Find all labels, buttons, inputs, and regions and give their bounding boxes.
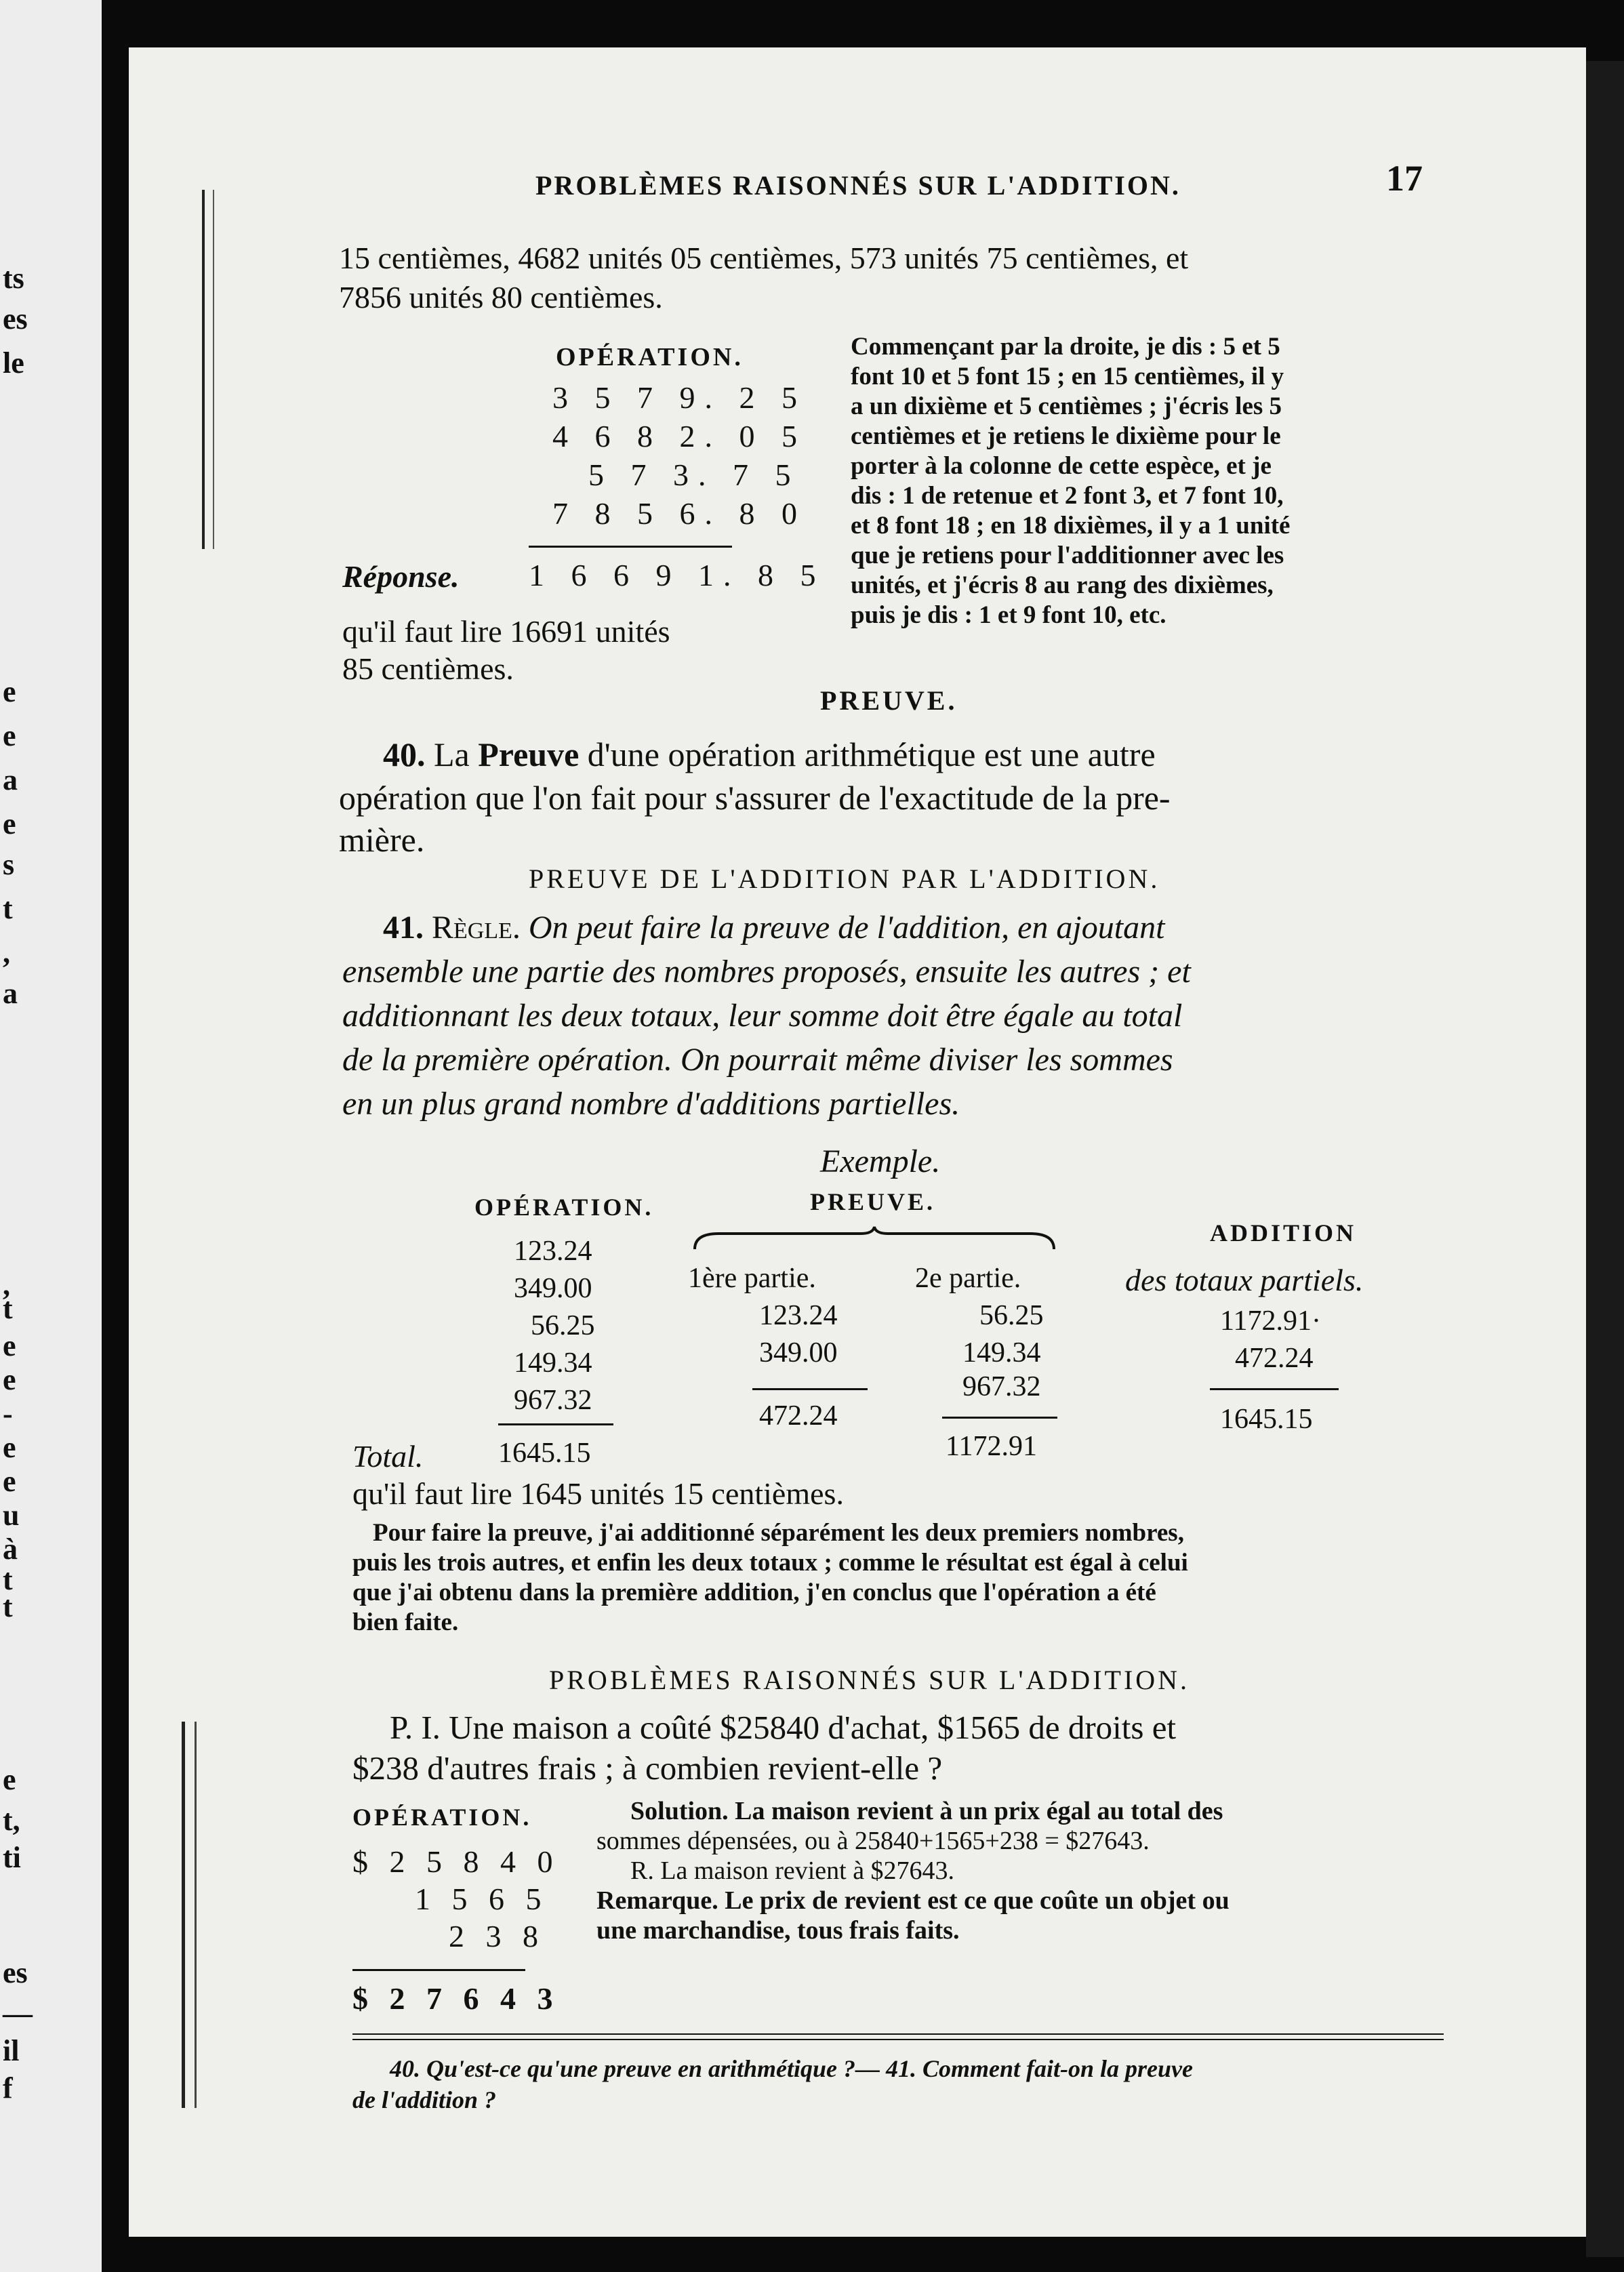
edge-text: e [3,1431,16,1464]
op-value: 1 5 6 5 [415,1882,548,1916]
addition-value: 472.24 [1235,1343,1314,1374]
rule-label: Règle. [432,910,521,946]
note-line: bien faite. [352,1608,459,1636]
addition-total: 1645.15 [1220,1404,1313,1435]
op-total: $ 2 7 6 4 3 [352,1981,560,2016]
op-value: 349.00 [514,1273,592,1304]
edge-text: a [3,763,18,796]
paragraph-40 [383,734,1156,775]
paragraph-text: d'une opération arithmétique est une autre [587,735,1156,773]
explanation-line: font 10 et 5 font 15 ; en 15 centièmes, il y [851,363,1284,390]
sum-rule [529,546,732,548]
edge-text: ts [3,262,24,295]
problem-text: $238 d'autres frais ; à combien revient-elle ? [352,1749,943,1787]
edge-text: — [3,1997,33,2030]
paragraph-text: en un plus grand nombre d'additions partielles. [342,1086,960,1122]
solution-line: sommes dépensées, ou à 25840+1565+238 = $27643. [596,1827,1150,1855]
sum-rule [942,1417,1057,1419]
part-label: 1ère partie. [688,1263,816,1294]
paragraph-text: opération que l'on fait pour s'assurer de l'exactitude de la pre- [339,779,1171,817]
page-number: 17 [1386,158,1423,199]
footnote-rule [352,2039,1444,2040]
part-value: 349.00 [759,1337,838,1368]
edge-text: a [3,977,18,1010]
solution-line: une marchandise, tous frais faits. [596,1916,960,1945]
paragraph-text: mière. [339,821,425,859]
edge-text: t [3,892,13,925]
brace-icon [691,1225,1057,1253]
edge-text: e [3,1763,16,1796]
edge-text: e [3,1363,16,1396]
paragraph-text: La [434,735,470,773]
answer-label: Réponse. [342,559,460,594]
footnote-line: de l'addition ? [352,2086,497,2113]
edge-text: f [3,2071,13,2105]
note-line: que j'ai obtenu dans la première addition, j'en conclus que l'opération a été [352,1579,1156,1606]
explanation-line: a un dixième et 5 centièmes ; j'écris les 5 [851,392,1282,420]
explanation-line: que je retiens pour l'additionner avec les [851,542,1284,569]
section-heading: PREUVE. [820,685,958,716]
part-total: 1172.91 [946,1431,1037,1462]
defined-term: Preuve [478,735,580,773]
addition-subheading: des totaux partiels. [1125,1263,1364,1297]
operation-heading: OPÉRATION. [556,343,744,371]
edge-text: t [3,1292,13,1325]
sum-rule [1210,1388,1339,1390]
addition-heading: ADDITION [1210,1219,1357,1246]
edge-text: es [3,302,28,336]
explanation-line: centièmes et je retiens le dixième pour le [851,422,1281,450]
sum-rule [352,1969,525,1971]
intro-line: 15 centièmes, 4682 unités 05 centièmes, 573 unités 75 centièmes, et [339,241,1189,275]
section-heading: PROBLÈMES RAISONNÉS SUR L'ADDITION. [549,1665,1190,1695]
operation-heading: OPÉRATION. [352,1804,532,1831]
op-value: $ 2 5 8 4 0 [352,1844,560,1879]
edge-text: es [3,1956,28,1989]
problem-text: P. I. Une maison a coûté $25840 d'achat, $1565 de droits et [390,1709,1177,1746]
footnote-line: 40. Qu'est-ce qu'une preuve en arithmétique ?— 41. Comment fait-on la preuve [390,2055,1193,2082]
total-label: Total. [352,1439,424,1474]
example-title: Exemple. [820,1143,941,1179]
op-value: 2 3 8 [449,1919,545,1953]
paragraph-number: 41. [383,910,424,946]
part-value: 56.25 [979,1300,1044,1331]
addition-value: 1172.91· [1220,1305,1321,1337]
edge-text: à [3,1533,18,1566]
answer-reading: 85 centièmes. [342,651,514,686]
solution-line: Remarque. Le prix de revient est ce que coûte un objet ou [596,1886,1230,1915]
sum-rule [752,1388,868,1390]
preuve-heading: PREUVE. [810,1188,936,1215]
part-value: 123.24 [759,1300,838,1331]
binding-thread [182,1722,197,2108]
operation-row: 7 8 5 6. 8 0 [552,496,807,531]
operation-row: 4 6 8 2. 0 5 [552,419,807,453]
edge-text: ti [3,1841,21,1874]
part-value: 967.32 [962,1371,1041,1402]
part-label: 2e partie. [915,1263,1021,1294]
paragraph-text: additionnant les deux totaux, leur somme doit être égale au total [342,998,1183,1034]
edge-text: - [3,1397,13,1430]
edge-text: t [3,1590,13,1623]
op-value: 123.24 [514,1236,592,1267]
binding-thread [202,190,214,549]
part-total: 472.24 [759,1400,838,1432]
op-value: 149.34 [514,1347,592,1379]
part-value: 149.34 [962,1337,1041,1368]
edge-text: , [3,1268,10,1301]
edge-text: t, [3,1804,20,1837]
edge-text: il [3,2034,20,2067]
note-line: puis les trois autres, et enfin les deux totaux ; comme le résultat est égal à celui [352,1549,1188,1577]
facing-page-edge [0,0,102,2272]
running-head: PROBLÈMES RAISONNÉS SUR L'ADDITION. [535,170,1181,201]
explanation-line: dis : 1 de retenue et 2 font 3, et 7 font 10, [851,482,1284,510]
footnote-rule [352,2033,1444,2035]
edge-text: t [3,1563,13,1596]
explanation-line: puis je dis : 1 et 9 font 10, etc. [851,601,1166,629]
paragraph-41 [383,908,1164,948]
paragraph-number: 40. [383,735,426,773]
paragraph-text: de la première opération. On pourrait même diviser les sommes [342,1042,1173,1078]
edge-text: e [3,807,16,840]
answer-reading: qu'il faut lire 16691 unités [342,614,670,649]
answer-value: 1 6 6 9 1. 8 5 [529,558,826,592]
operation-row: 5 7 3. 7 5 [588,458,800,492]
section-heading: PREUVE DE L'ADDITION PAR L'ADDITION. [529,864,1160,894]
explanation-line: porter à la colonne de cette espèce, et je [851,452,1272,480]
solution-line: Solution. La maison revient à un prix égal au total des [630,1797,1223,1825]
explanation-line: et 8 font 18 ; en 18 dixièmes, il y a 1 unité [851,512,1291,540]
book-spine [1586,61,1624,2257]
edge-text: , [3,936,10,969]
total-value: 1645.15 [498,1438,591,1469]
edge-text: le [3,346,24,380]
note-line: Pour faire la preuve, j'ai additionné séparément les deux premiers nombres, [373,1519,1184,1547]
sum-rule [498,1423,613,1425]
edge-text: e [3,675,16,708]
paragraph-text: ensemble une partie des nombres proposés, ensuite les autres ; et [342,954,1191,990]
solution-line: R. La maison revient à $27643. [630,1857,955,1885]
example-reading: qu'il faut lire 1645 unités 15 centièmes. [352,1476,844,1511]
edge-text: e [3,1329,16,1362]
op-value: 56.25 [531,1310,595,1341]
edge-text: u [3,1499,20,1532]
paragraph-text: On peut faire la preuve de l'addition, en ajoutant [528,910,1165,946]
intro-line: 7856 unités 80 centièmes. [339,280,663,315]
operation-heading: OPÉRATION. [474,1194,654,1221]
edge-text: e [3,1465,16,1498]
explanation-line: unités, et j'écris 8 au rang des dixièmes, [851,571,1274,599]
op-value: 967.32 [514,1385,592,1416]
edge-text: e [3,719,16,752]
operation-row: 3 5 7 9. 2 5 [552,380,807,415]
edge-text: s [3,848,15,881]
explanation-line: Commençant par la droite, je dis : 5 et 5 [851,333,1280,361]
